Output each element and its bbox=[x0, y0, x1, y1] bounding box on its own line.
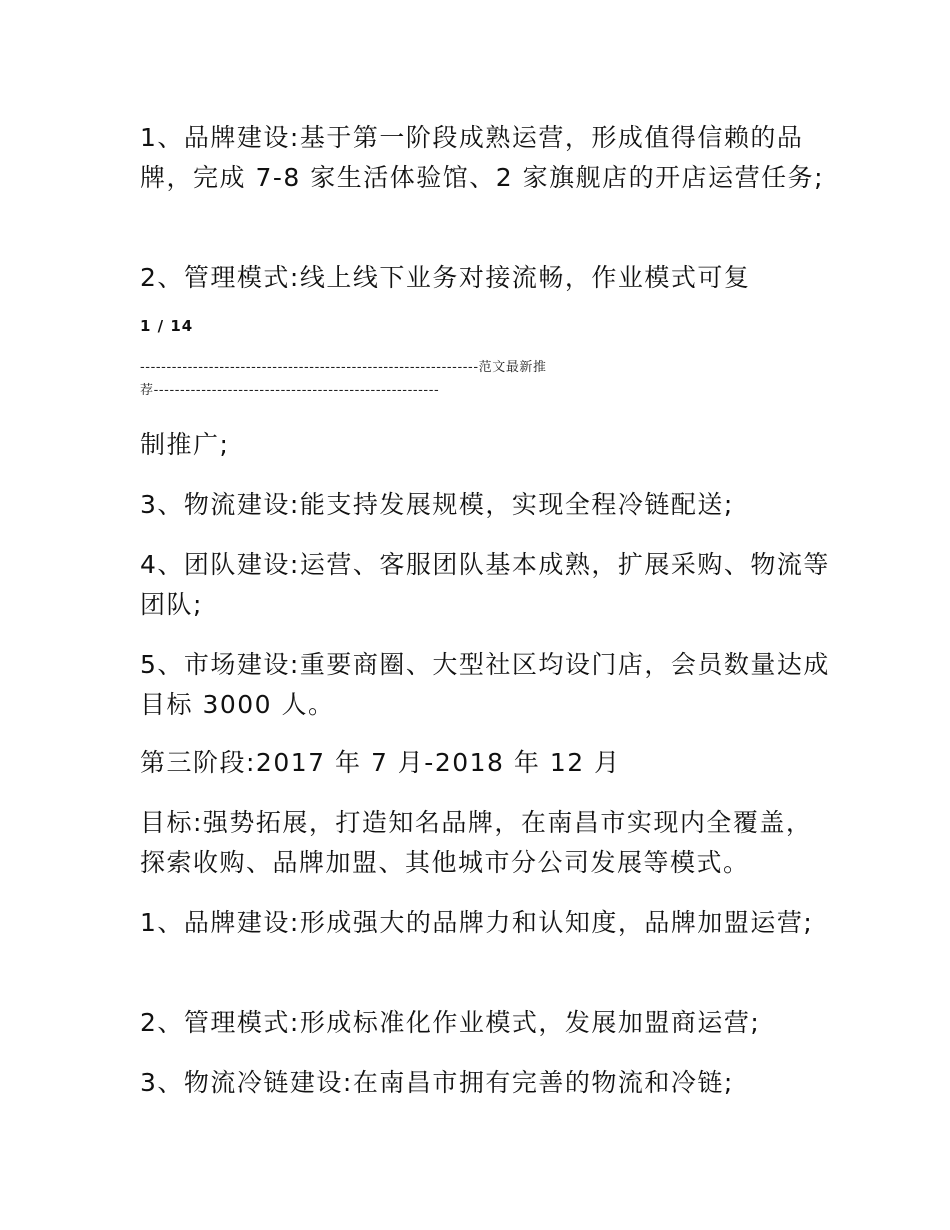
paragraph-cold-chain-stage3: 3、物流冷链建设:在南昌市拥有完善的物流和冷链; bbox=[140, 1068, 734, 1097]
paragraph-management-mode-continued: 制推广; bbox=[140, 430, 230, 459]
paragraph-brand-building-stage3: 1、品牌建设:形成强大的品牌力和认知度，品牌加盟运营; bbox=[140, 908, 814, 937]
paragraph-brand-building-stage2: 1、品牌建设:基于第一阶段成熟运营，形成值得信赖的品牌，完成 7-8 家生活体验馆、2 家旗舰店的开店运营任务; bbox=[140, 123, 825, 192]
divider-recommend-line-1: ----------------------------------------------------------------范文最新推 bbox=[140, 360, 547, 375]
page-indicator: 1 / 14 bbox=[140, 317, 194, 335]
heading-stage3: 第三阶段:2017 年 7 月-2018 年 12 月 bbox=[140, 748, 621, 777]
paragraph-stage3-goal: 目标:强势拓展，打造知名品牌，在南昌市实现内全覆盖，探索收购、品牌加盟、其他城市分公司发展等模式。 bbox=[140, 808, 813, 877]
divider-recommend-line-2: 荐------------------------------------------------------ bbox=[140, 383, 440, 398]
paragraph-team-building-stage2: 4、团队建设:运营、客服团队基本成熟，扩展采购、物流等团队; bbox=[140, 550, 830, 619]
paragraph-market-building-stage2: 5、市场建设:重要商圈、大型社区均设门店，会员数量达成目标 3000 人。 bbox=[140, 650, 830, 719]
paragraph-management-mode-stage3: 2、管理模式:形成标准化作业模式，发展加盟商运营; bbox=[140, 1008, 761, 1037]
paragraph-logistics-stage2: 3、物流建设:能支持发展规模，实现全程冷链配送; bbox=[140, 490, 734, 519]
paragraph-management-mode-stage2: 2、管理模式:线上线下业务对接流畅，作业模式可复 bbox=[140, 263, 751, 292]
